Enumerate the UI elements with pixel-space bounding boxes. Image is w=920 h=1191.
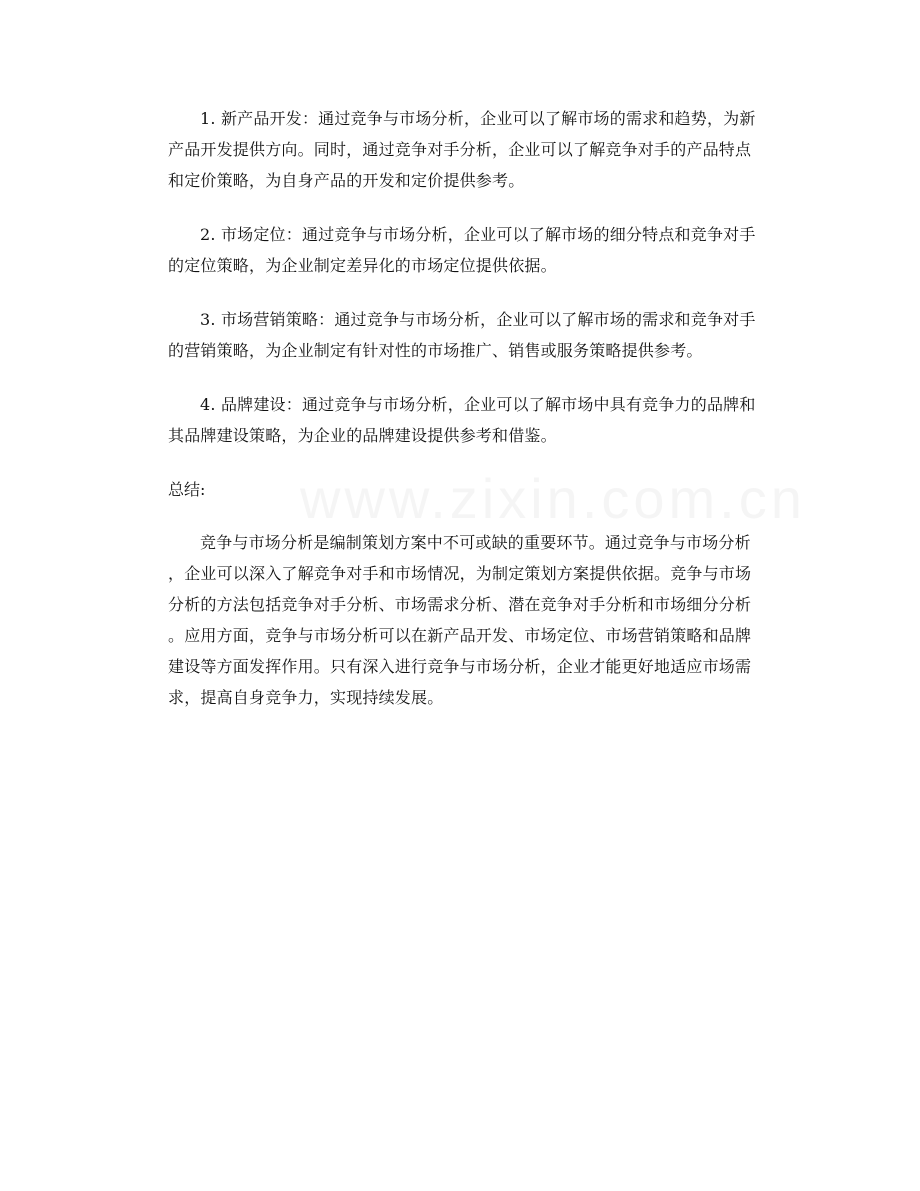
- list-item-market-positioning: [136, 219, 791, 281]
- paragraph-line: 的定位策略，为企业制定差异化的市场定位提供依据。: [168, 256, 557, 275]
- list-item-marketing-strategy: [136, 304, 791, 366]
- watermark-text: www.zixin.com.cn: [300, 467, 806, 530]
- paragraph-line: 建设等方面发挥作用。只有深入进行竞争与市场分析，企业才能更好地适应市场需: [168, 657, 752, 676]
- paragraph-line: 和定价策略，为自身产品的开发和定价提供参考。: [168, 171, 525, 190]
- paragraph-line: 产品开发提供方向。同时，通过竞争对手分析，企业可以了解竞争对手的产品特点: [168, 140, 752, 159]
- paragraph-line: ，企业可以深入了解竞争对手和市场情况，为制定策划方案提供依据。竞争与市场: [168, 564, 752, 583]
- paragraph-line: 。应用方面，竞争与市场分析可以在新产品开发、市场定位、市场营销策略和品牌: [168, 626, 752, 645]
- paragraph-line: 求，提高自身竞争力，实现持续发展。: [168, 688, 444, 707]
- paragraph-line: 其品牌建设策略，为企业的品牌建设提供参考和借鉴。: [168, 426, 557, 445]
- paragraph-line: 4. 品牌建设：通过竞争与市场分析，企业可以了解市场中具有竞争力的品牌和: [200, 395, 756, 414]
- paragraph-line: 的营销策略，为企业制定有针对性的市场推广、销售或服务策略提供参考。: [168, 341, 703, 360]
- list-item-new-product-development: [136, 103, 791, 196]
- paragraph-line: 2. 市场定位：通过竞争与市场分析，企业可以了解市场的细分特点和竞争对手: [200, 225, 756, 244]
- list-item-brand-building: [136, 389, 791, 451]
- paragraph-line: 3. 市场营销策略：通过竞争与市场分析，企业可以了解市场的需求和竞争对手: [200, 310, 756, 329]
- summary-paragraph: [136, 527, 791, 713]
- paragraph-line: 竞争与市场分析是编制策划方案中不可或缺的重要环节。通过竞争与市场分析: [200, 533, 751, 552]
- paragraph-line: 1. 新产品开发：通过竞争与市场分析，企业可以了解市场的需求和趋势，为新: [200, 109, 756, 128]
- paragraph-line: 分析的方法包括竞争对手分析、市场需求分析、潜在竞争对手分析和市场细分分析: [168, 595, 752, 614]
- document-body: [136, 103, 806, 736]
- summary-heading: 总结:: [168, 480, 206, 499]
